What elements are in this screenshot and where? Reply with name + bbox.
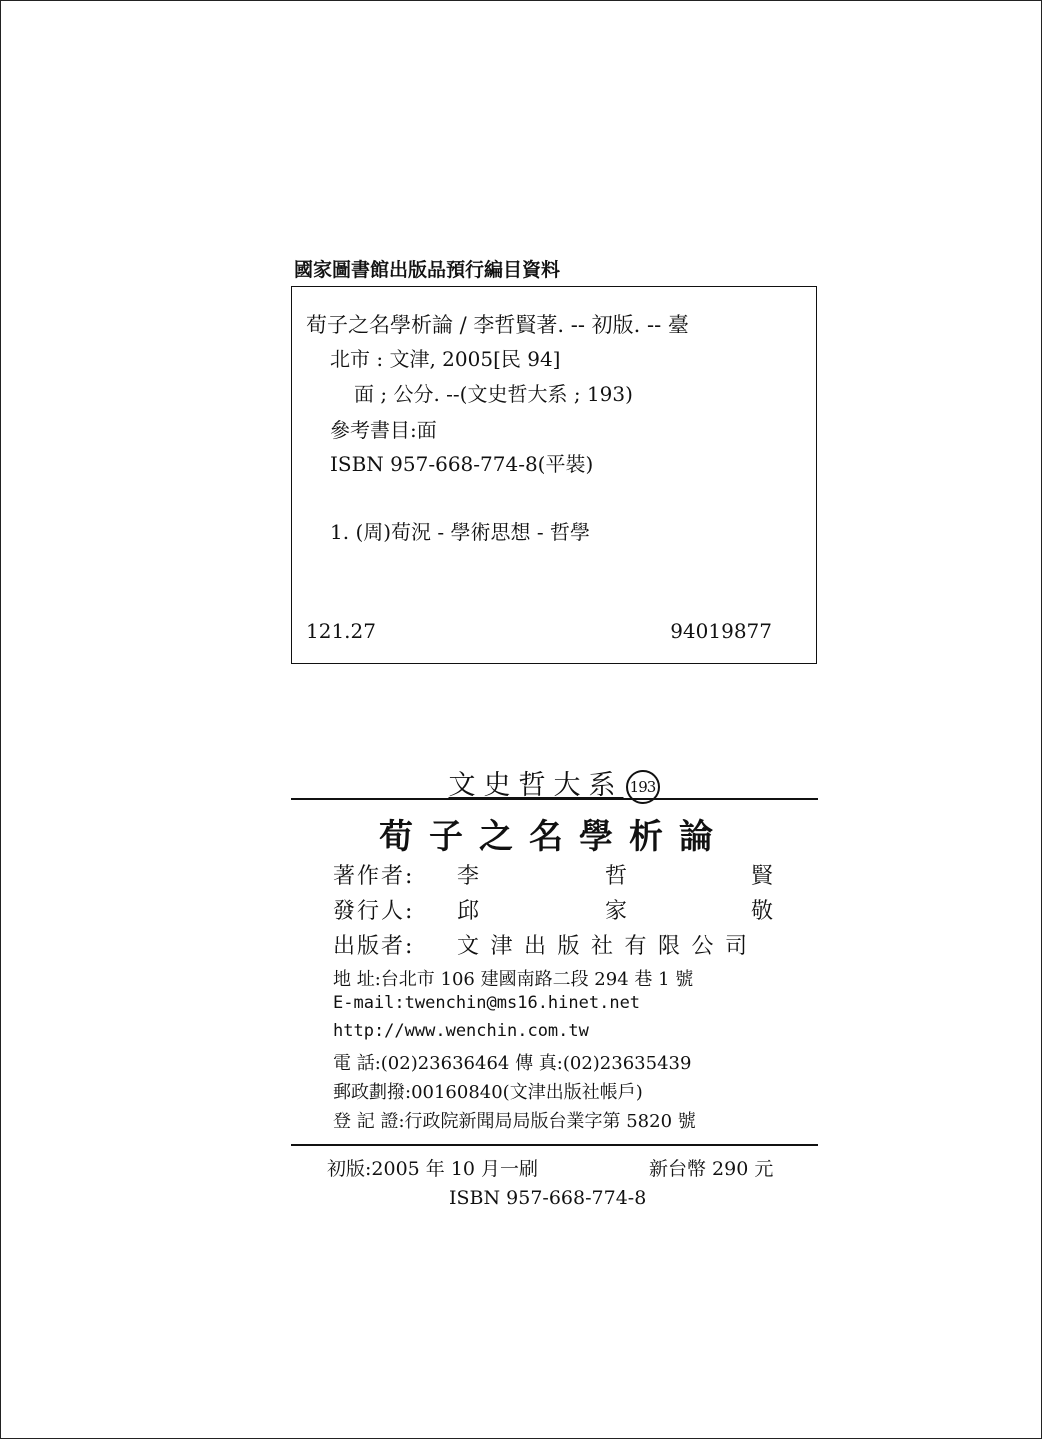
- issuer-char-3: 敬: [751, 899, 774, 924]
- phone-fax-line: 電 話:(02)23636464 傳 真:(02)23635439: [333, 1053, 692, 1074]
- printing-info: 初版:2005 年 10 月一刷: [327, 1158, 539, 1180]
- publisher-row: [333, 929, 759, 960]
- series-name: 文史哲大系: [448, 770, 624, 801]
- top-divider: [291, 798, 818, 800]
- author-char-1: 李: [457, 864, 480, 889]
- issuer-char-2: 家: [605, 899, 628, 924]
- author-char-2: 哲: [605, 864, 628, 889]
- address-line: 地 址:台北市 106 建國南路二段 294 巷 1 號: [333, 969, 694, 990]
- cip-isbn-line: ISBN 957-668-774-8(平裝): [330, 452, 594, 476]
- publisher-name: 文津出版社有限公司: [457, 934, 759, 959]
- price-info: 新台幣 290 元: [649, 1158, 774, 1180]
- publisher-label: 出版者:: [333, 934, 415, 959]
- isbn-info: ISBN 957-668-774-8: [449, 1187, 647, 1209]
- cip-bibliography-line: 參考書目:面: [330, 418, 437, 442]
- cip-class-number: 121.27: [306, 619, 376, 643]
- issuer-char-1: 邱: [457, 899, 480, 924]
- series-number-badge: 193: [626, 770, 660, 804]
- bottom-divider: [291, 1144, 818, 1146]
- postal-transfer-line: 郵政劃撥:00160840(文津出版社帳戶): [333, 1082, 643, 1103]
- cip-record-number: 94019877: [670, 619, 772, 643]
- cip-record-box: [291, 286, 817, 664]
- cip-imprint-line: 北市 : 文津, 2005[民 94]: [330, 347, 561, 371]
- author-char-3: 賢: [751, 864, 774, 889]
- cip-subject-line: 1. (周)荀況 - 學術思想 - 哲學: [330, 520, 590, 544]
- author-label: 著作者:: [333, 864, 415, 889]
- email-line: E-mail:twenchin@ms16.hinet.net: [333, 993, 641, 1013]
- registration-line: 登 記 證:行政院新聞局局版台業字第 5820 號: [333, 1111, 696, 1132]
- book-title: 荀子之名學析論: [379, 817, 729, 857]
- issuer-label: 發行人:: [333, 899, 415, 924]
- website-line: http://www.wenchin.com.tw: [333, 1021, 589, 1041]
- cip-title-line: 荀子之名學析論 / 李哲賢著. -- 初版. -- 臺: [306, 313, 689, 337]
- cip-physical-line: 面 ; 公分. --(文史哲大系 ; 193): [354, 382, 633, 406]
- cip-heading: 國家圖書館出版品預行編目資料: [294, 259, 561, 281]
- issuer-row: [333, 894, 774, 925]
- author-row: [333, 859, 774, 890]
